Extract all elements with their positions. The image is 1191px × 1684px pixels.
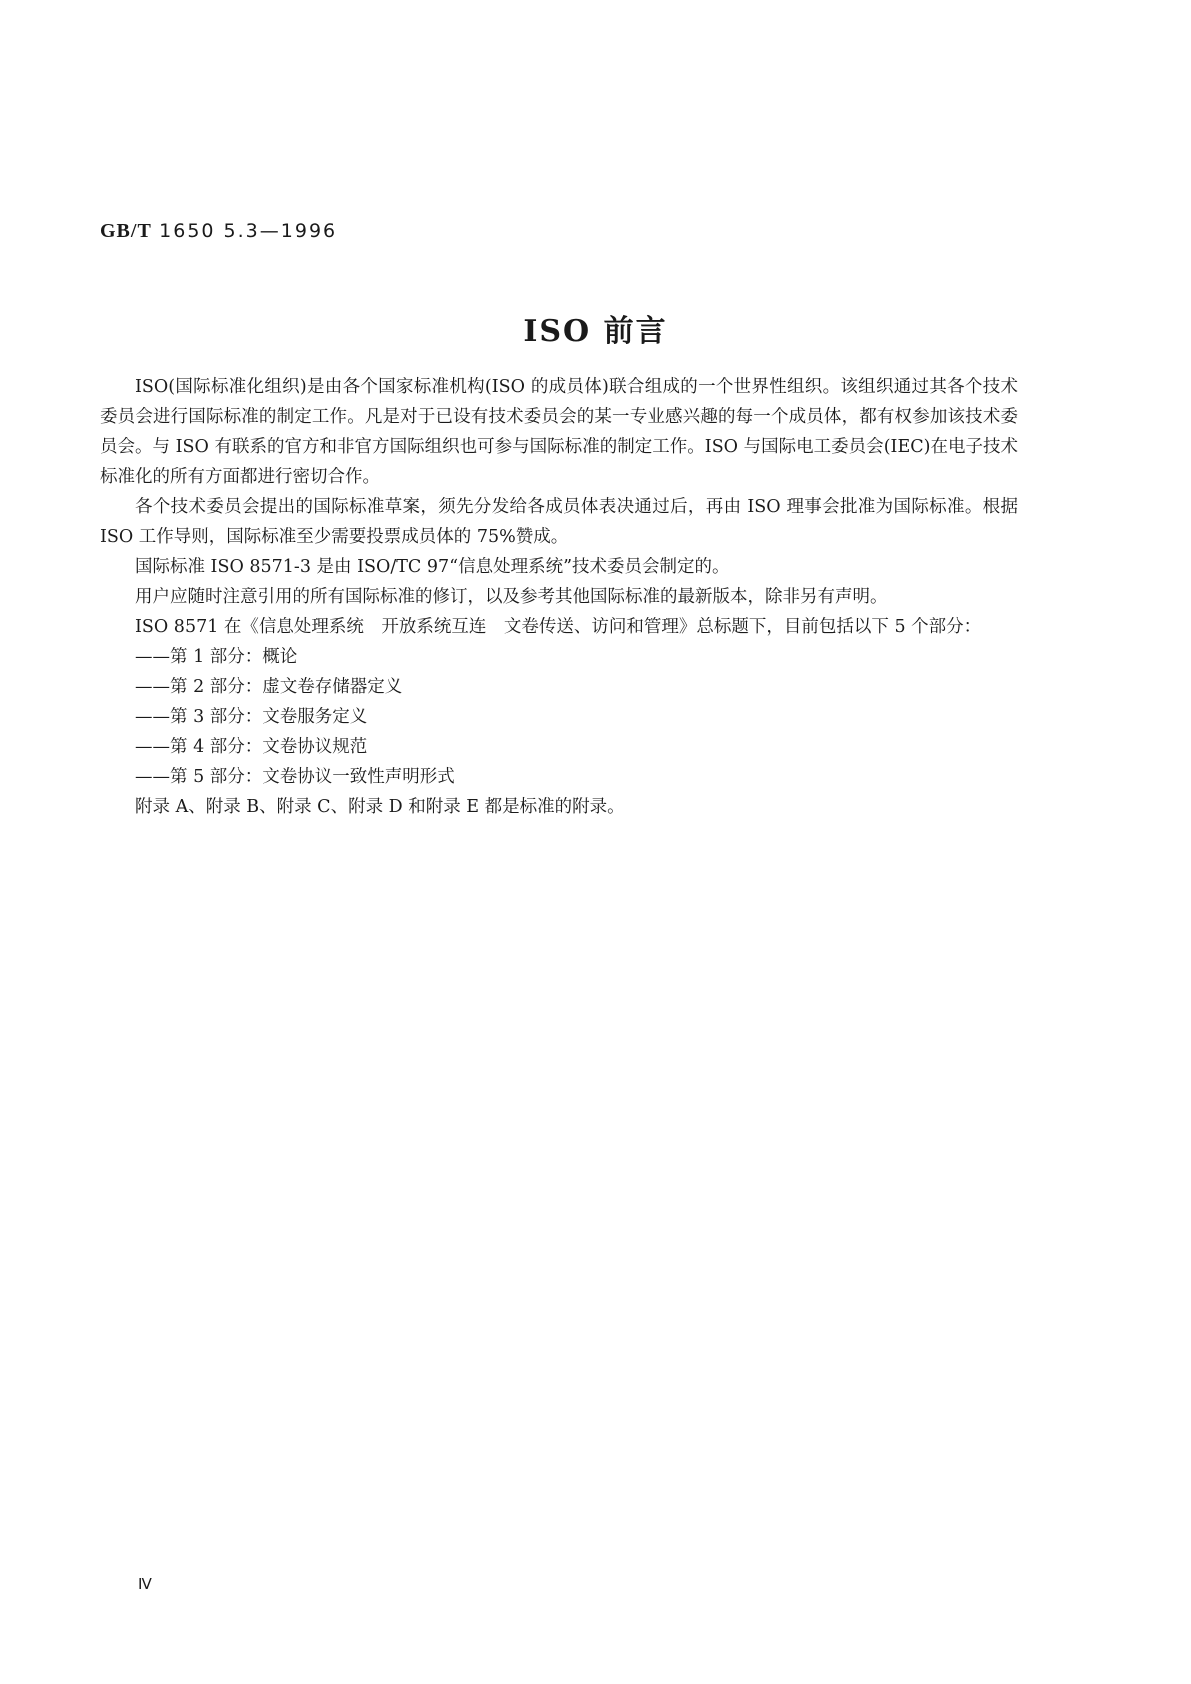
paragraph-voting: 各个技术委员会提出的国际标准草案，须先分发给各成员体表决通过后，再由 ISO 理事会批准为国际标准。根据 ISO 工作导则，国际标准至少需要投票成员体的 75%赞成。	[100, 497, 1018, 547]
page-number: Ⅳ	[138, 1577, 152, 1593]
paragraph-parts-intro: ISO 8571 在《信息处理系统 开放系统互连 文卷传送、访问和管理》总标题下，目前包括以下 5 个部分：	[135, 617, 982, 637]
parts-list	[100, 642, 1018, 792]
document-body	[100, 372, 1018, 822]
list-item: ——第 5 部分：文卷协议一致性声明形式	[135, 767, 455, 787]
paragraph-committee: 国际标准 ISO 8571-3 是由 ISO/TC 97“信息处理系统”技术委员会制定的。	[135, 557, 730, 577]
list-item: ——第 4 部分：文卷协议规范	[135, 737, 368, 757]
standard-header	[100, 218, 337, 243]
list-item: ——第 1 部分：概论	[135, 647, 298, 667]
list-item: ——第 2 部分：虚文卷存储器定义	[135, 677, 403, 697]
paragraph-iso-intro: ISO(国际标准化组织)是由各个国家标准机构(ISO 的成员体)联合组成的一个世界性组织。该组织通过其各个技术委员会进行国际标准的制定工作。凡是对于已设有技术委员会的某一专业感兴趣的每一个成员体，都有权参加该技术委员会。与 ISO 有联系的官方和非官方国际组织也可参与国际标准的制定工作。ISO 与国际电工委员会(IEC)在电子技术标准化的所有方面都进行密切合作。	[100, 377, 1018, 487]
standard-number: 1650 5.3—1996	[159, 220, 338, 242]
paragraph-annex-note: 附录 A、附录 B、附录 C、附录 D 和附录 E 都是标准的附录。	[135, 797, 625, 817]
list-item: ——第 3 部分：文卷服务定义	[135, 707, 368, 727]
paragraph-revision-note: 用户应随时注意引用的所有国际标准的修订，以及参考其他国际标准的最新版本，除非另有声明。	[135, 587, 888, 607]
page-title: ISO 前言	[523, 314, 668, 349]
standard-code: GB/T	[100, 220, 152, 242]
